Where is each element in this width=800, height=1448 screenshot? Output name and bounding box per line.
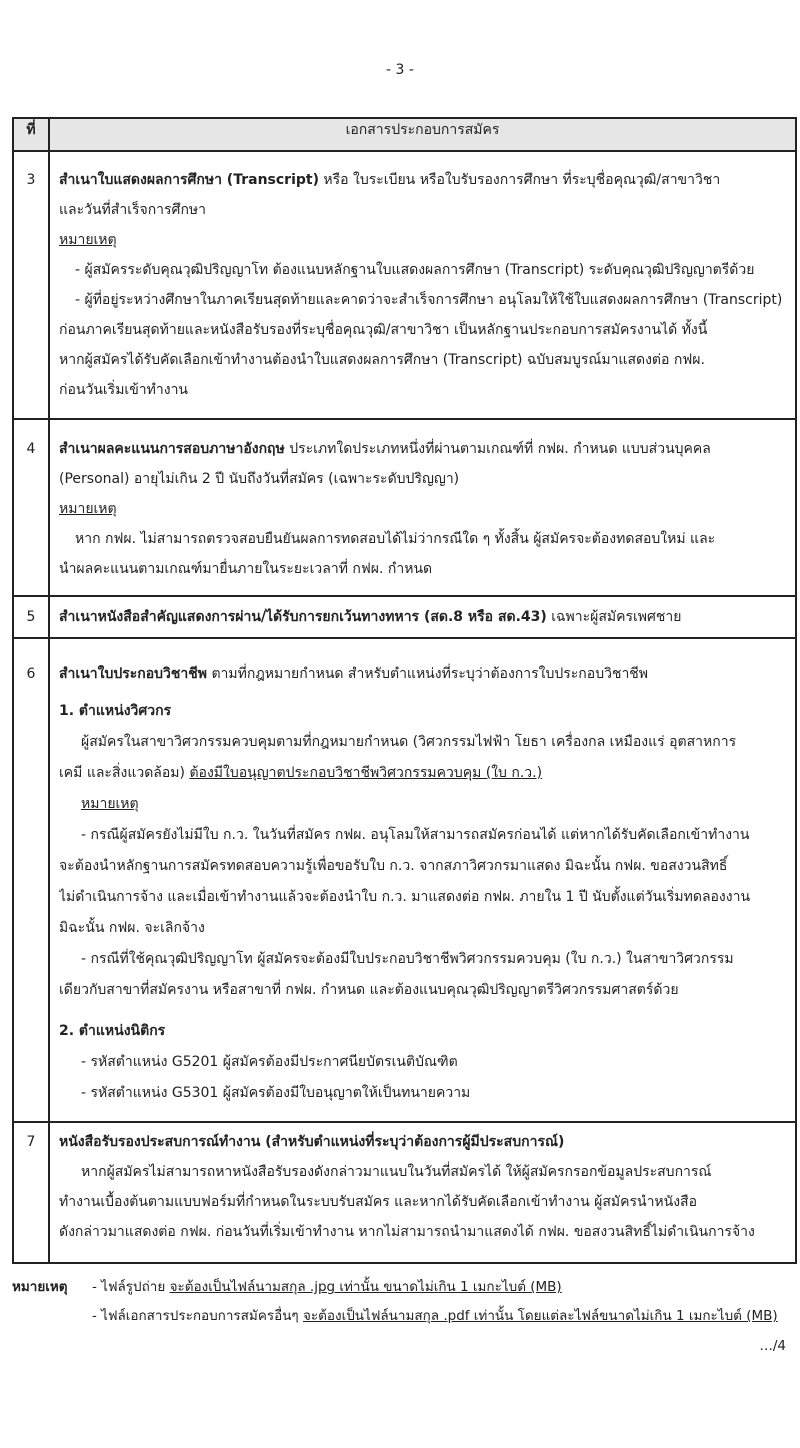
row-line: และวันที่สำเร็จการศึกษา xyxy=(59,202,207,218)
row-line: ผู้สมัครในสาขาวิศวกรรมควบคุมตามที่กฎหมายกำหนด (วิศวกรรมไฟฟ้า โยธา เครื่องกล เหมืองแร่ อุตสาหการ xyxy=(81,734,737,750)
row-number: 4 xyxy=(26,441,36,457)
table-row xyxy=(13,1122,796,1263)
note-label: หมายเหตุ xyxy=(59,232,117,248)
row-line: สำเนาใบแสดงผลการศึกษา (Transcript) หรือ ใบระเบียน หรือใบรับรองการศึกษา ที่ระบุชื่อคุณวุฒิ/สาขาวิชา xyxy=(59,172,721,188)
subheading-engineer: 1. ตำแหน่งวิศวกร xyxy=(59,703,172,719)
table-row xyxy=(13,638,796,1122)
row-line: หนังสือรับรองประสบการณ์ทำงาน (สำหรับตำแหน่งที่ระบุว่าต้องการผู้มีประสบการณ์) xyxy=(59,1134,565,1150)
note-label: หมายเหตุ xyxy=(81,796,139,812)
table-row xyxy=(13,596,796,638)
row-line: ก่อนภาคเรียนสุดท้ายและหนังสือรับรองที่ระบุชื่อคุณวุฒิ/สาขาวิชา เป็นหลักฐานประกอบการสมัครงานได้ ทั้งนี้ xyxy=(59,322,708,338)
row-line: - ผู้สมัครระดับคุณวุฒิปริญญาโท ต้องแนบหลักฐานใบแสดงผลการศึกษา (Transcript) ระดับคุณวุฒิปริญญาตรีด้วย xyxy=(75,262,755,278)
row-line: มิฉะนั้น กฟผ. จะเลิกจ้าง xyxy=(59,920,205,936)
row-number: 5 xyxy=(26,609,36,625)
row-line: ดังกล่าวมาแสดงต่อ กฟผ. ก่อนวันที่เริ่มเข้าทำงาน หากไม่สามารถนำมาแสดงได้ กฟผ. ขอสงวนสิทธิ์ไม่ดำเนินการจ้าง xyxy=(59,1224,755,1240)
row-line: จะต้องนำหลักฐานการสมัครทดสอบความรู้เพื่อขอรับใบ ก.ว. จากสภาวิศวกรมาแสดง มิฉะนั้น กฟผ. ขอสงวนสิทธิ์ xyxy=(59,858,728,874)
row-line: ทำงานเบื้องต้นตามแบบฟอร์มที่กำหนดในระบบรับสมัคร และหากได้รับคัดเลือกเข้าทำงาน ผู้สมัครนำหนังสือ xyxy=(59,1194,698,1210)
row-line: นำผลคะแนนตามเกณฑ์มายื่นภายในระยะเวลาที่ กฟผ. กำหนด xyxy=(59,561,433,577)
footnote: หมายเหตุ - ไฟล์รูปถ่าย จะต้องเป็นไฟล์นามสกุล .jpg เท่านั้น ขนาดไม่เกิน 1 เมกะไบต์ (MB) - ไฟล์เอกสารประกอบการสมัครอื่นๆ จะต้องเป็นไฟล์นามสกุล .pdf เท่านั้น โดยแต่ละไฟล์ขนาดไม่เกิน 1 เมกะไบต์ (MB) xyxy=(12,1273,797,1331)
subheading-lawyer: 2. ตำแหน่งนิติกร xyxy=(59,1023,166,1039)
row-line: สำเนาหนังสือสำคัญแสดงการผ่าน/ได้รับการยกเว้นทางทหาร (สด.8 หรือ สด.43) เฉพาะผู้สมัครเพศชาย xyxy=(59,609,682,625)
footnote-label: หมายเหตุ xyxy=(12,1279,68,1295)
continuation-marker: …/4 xyxy=(759,1338,786,1354)
row-line: เดียวกับสาขาที่สมัครงาน หรือสาขาที่ กฟผ. กำหนด และต้องแนบคุณวุฒิปริญญาตรีวิศวกรรมศาสตร์ด้วย xyxy=(59,982,679,998)
row-line: - กรณีที่ใช้คุณวุฒิปริญญาโท ผู้สมัครจะต้องมีใบประกอบวิชาชีพวิศวกรรมควบคุม (ใบ ก.ว.) ในสาขาวิศวกรรม xyxy=(81,951,734,967)
row-line: - รหัสตำแหน่ง G5301 ผู้สมัครต้องมีใบอนุญาตให้เป็นทนายความ xyxy=(81,1085,471,1101)
row-line: หาก กฟผ. ไม่สามารถตรวจสอบยืนยันผลการทดสอบได้ไม่ว่ากรณีใด ๆ ทั้งสิ้น ผู้สมัครจะต้องทดสอบใหม่ และ xyxy=(75,531,716,547)
row-number: 3 xyxy=(26,172,36,188)
row-line: - ผู้ที่อยู่ระหว่างศึกษาในภาคเรียนสุดท้ายและคาดว่าจะสำเร็จการศึกษา อนุโลมให้ใช้ใบแสดงผลการศึกษา (Transcript) xyxy=(75,292,783,308)
row-line: ไม่ดำเนินการจ้าง และเมื่อเข้าทำงานแล้วจะต้องนำใบ ก.ว. มาแสดงต่อ กฟผ. ภายใน 1 ปี นับตั้งแต่วันเริ่มทดลองงาน xyxy=(59,889,751,905)
table-row xyxy=(13,419,796,596)
row-number: 6 xyxy=(26,666,36,682)
row-number: 7 xyxy=(26,1134,36,1150)
header-no: ที่ xyxy=(13,118,49,151)
note-label: หมายเหตุ xyxy=(59,501,117,517)
table-row xyxy=(13,151,796,419)
row-line: ก่อนวันเริ่มเข้าทำงาน xyxy=(59,382,188,398)
table-header xyxy=(13,118,796,151)
documents-table xyxy=(12,117,797,1264)
page-number: - 3 - xyxy=(386,62,414,78)
row-line: (Personal) อายุไม่เกิน 2 ปี นับถึงวันที่สมัคร (เฉพาะระดับปริญญา) xyxy=(59,471,460,487)
row-line: หากผู้สมัครไม่สามารถหาหนังสือรับรองดังกล่าวมาแนบในวันที่สมัครได้ ให้ผู้สมัครกรอกข้อมูลประสบการณ์ xyxy=(81,1164,712,1180)
header-title: เอกสารประกอบการสมัคร xyxy=(49,118,796,151)
row-line: - กรณีผู้สมัครยังไม่มีใบ ก.ว. ในวันที่สมัคร กฟผ. อนุโลมให้สามารถสมัครก่อนได้ แต่หากได้รับคัดเลือกเข้าทำงาน xyxy=(81,827,750,843)
row-line: เคมี และสิ่งแวดล้อม) ต้องมีใบอนุญาตประกอบวิชาชีพวิศวกรรมควบคุม (ใบ ก.ว.) xyxy=(59,765,543,781)
row-line: หากผู้สมัครได้รับคัดเลือกเข้าทำงานต้องนำใบแสดงผลการศึกษา (Transcript) ฉบับสมบูรณ์มาแสดงต่อ กฟผ. xyxy=(59,352,705,368)
row-line: สำเนาใบประกอบวิชาชีพ ตามที่กฎหมายกำหนด สำหรับตำแหน่งที่ระบุว่าต้องการใบประกอบวิชาชีพ xyxy=(59,666,649,682)
row-line: สำเนาผลคะแนนการสอบภาษาอังกฤษ ประเภทใดประเภทหนึ่งที่ผ่านตามเกณฑ์ที่ กฟผ. กำหนด แบบส่วนบุคคล xyxy=(59,441,711,457)
row-line: - รหัสตำแหน่ง G5201 ผู้สมัครต้องมีประกาศนียบัตรเนติบัณฑิต xyxy=(81,1054,458,1070)
